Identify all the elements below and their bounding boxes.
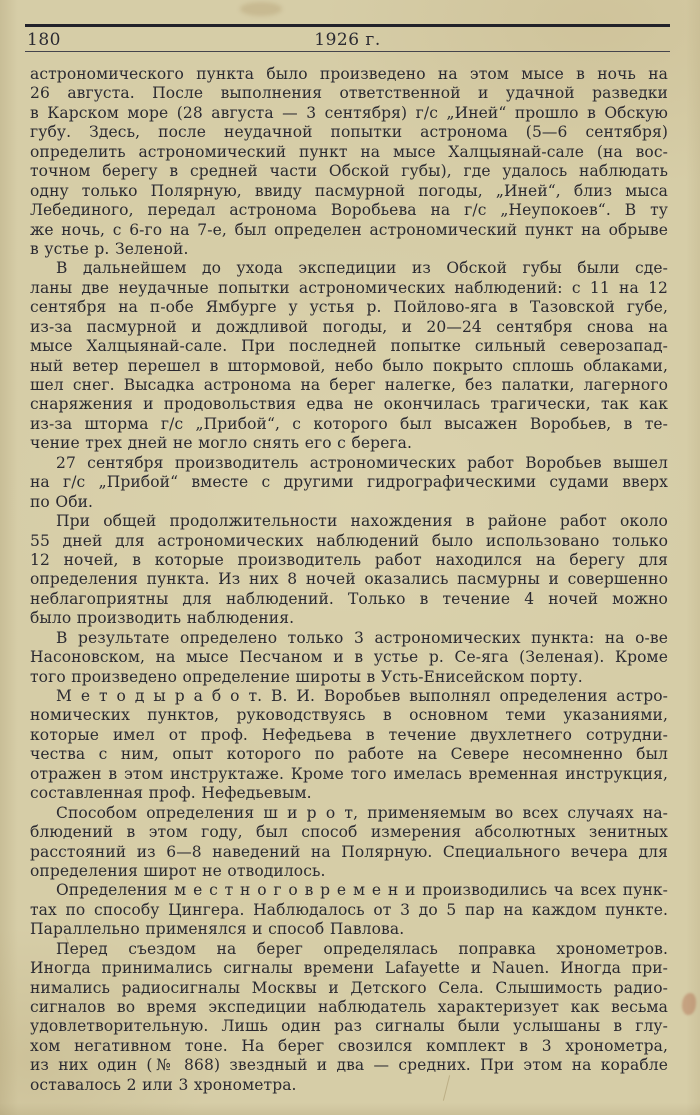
text-line: Определения м е с т н о г о в р е м е н и производились ча всех пунк- <box>56 881 668 900</box>
paragraph <box>30 65 668 259</box>
text-line: блюдений в этом году, был способ измерения абсолютных зенитных <box>30 823 668 842</box>
text-line: 27 сентября производитель астрономических работ Воробьев вышел <box>56 453 668 472</box>
running-head-year: 1926 г. <box>314 30 381 50</box>
text-line: 12 ночей, в которые производитель работ находился на берегу для <box>30 550 668 569</box>
text-line: удовлетворительную. Лишь один раз сигналы были услышаны в глу- <box>30 1017 668 1036</box>
text-line: оставалось 2 или 3 хронометра. <box>30 1075 297 1094</box>
text-line: номических пунктов, руководствуясь в основном теми указаниями, <box>30 706 668 725</box>
text-line: из-за пасмурной и дождливой погоды, и 20—24 сентября снова на <box>30 317 668 336</box>
text-line: составленная проф. Нефедьевым. <box>30 784 312 803</box>
text-line: Параллельно применялся и способ Павлова. <box>30 920 405 939</box>
text-line: тах по способу Цингера. Наблюдалось от 3 до 5 пар на каждом пункте. <box>30 900 668 919</box>
text-line: 26 августа. После выполнения ответственной и удачной разведки <box>30 84 668 103</box>
text-line: же ночь, с 6-го на 7-е, был определен астрономический пункт на обрыве <box>30 220 668 239</box>
text-line: 55 дней для астрономических наблюдений было использовано только <box>30 531 668 550</box>
text-line: астрономического пункта было произведено на этом мысе в ночь на <box>30 65 668 83</box>
paragraph <box>30 940 668 1096</box>
text-line: Иногда принимались сигналы времени Lafayette и Nauen. Иногда при- <box>30 959 668 978</box>
text-line: по Оби. <box>30 492 94 511</box>
running-head <box>25 24 670 52</box>
paragraph <box>30 259 668 453</box>
text-line: того произведено определение широты в Усть-Енисейском порту. <box>30 667 583 686</box>
text-line: нимались радиосигналы Москвы и Детского Села. Слышимость радио- <box>30 978 668 997</box>
text-line: Лебединого, передал астронома Воробьева на г/с „Неупокоев“. В ту <box>30 201 668 220</box>
text-line: Способом определения ш и р о т, применяемым во всех случаях на- <box>56 803 668 822</box>
page-number: 180 <box>27 30 61 50</box>
text-line: В дальнейшем до ухода экспедиции из Обской губы были сде- <box>56 259 668 278</box>
text-line: мысе Халцыянай-сале. При последней попытке сильный северозапад- <box>30 337 668 356</box>
text-line: ный ветер перешел в штормовой, небо было покрыто сплошь облаками, <box>30 356 668 375</box>
paragraph <box>30 512 668 629</box>
text-line: определить астрономический пункт на мысе Халцыянай-сале (на вос- <box>30 142 668 161</box>
text-line: шел снег. Высадка астронома на берег налегке, без палатки, лагерного <box>30 376 668 394</box>
text-line: одну только Полярную, ввиду пасмурной погоды, „Иней“, близ мыса <box>30 181 668 200</box>
text-line: губу. Здесь, после неудачной попытки астронома (5—6 сентября) <box>30 123 668 142</box>
text-line: снаряжения и продовольствия едва не окончилась трагически, так как <box>30 395 668 414</box>
text-line: Насоновском, на мысе Песчаном и в устье р. Се-яга (Зеленая). Кроме <box>30 648 668 667</box>
text-line: чение трех дней не могло снять его с берега. <box>30 434 413 453</box>
text-line: сигналов во время экспедиции наблюдатель характеризует как весьма <box>30 998 668 1016</box>
text-line: сентября на п-обе Ямбурге у устья р. Пойлово-яга в Тазовской губе, <box>30 298 668 317</box>
text-line: определения широт не отводилось. <box>30 861 326 880</box>
text-line: При общей продолжительности нахождения в районе работ около <box>56 512 668 531</box>
paragraph <box>30 629 668 687</box>
text-line: в устье р. Зеленой. <box>30 239 189 258</box>
page-body-text <box>30 65 668 1095</box>
paragraph <box>30 687 668 804</box>
text-line: было производить наблюдения. <box>30 609 295 628</box>
text-line: определения пункта. Из них 8 ночей оказались пасмурны и совершенно <box>30 570 668 589</box>
text-line: чества с ним, опыт которого по работе на Севере несомненно был <box>30 745 668 764</box>
text-line: Перед съездом на берег определялась поправка хронометров. <box>56 939 668 958</box>
paper-stain <box>240 2 282 16</box>
text-line: в Карском море (28 августа — 3 сентября) г/с „Иней“ прошло в Обскую <box>30 103 668 122</box>
paragraph <box>30 804 668 882</box>
text-line: хом негативном тоне. На берег свозился комплект в 3 хронометра, <box>30 1036 668 1055</box>
text-line: точном берегу в средней части Обской губы), где удалось наблюдать <box>30 162 668 181</box>
text-line: отражен в этом инструктаже. Кроме того имелась временная инструкция, <box>30 764 668 783</box>
text-line: ланы две неудачные попытки астрономических наблюдений: с 11 на 12 <box>30 278 668 297</box>
text-line: из-за шторма г/с „Прибой“, с которого был высажен Воробьев, в те- <box>30 414 668 433</box>
text-line: М е т о д ы р а б о т. В. И. Воробьев выполнял определения астро- <box>56 687 668 705</box>
text-line: неблагоприятны для наблюдений. Только в течение 4 ночей можно <box>30 589 668 608</box>
text-line: из них один (№ 868) звездный и два — средних. При этом на корабле <box>30 1056 668 1075</box>
text-line: расстояний из 6—8 наведений на Полярную. Специального вечера для <box>30 842 668 861</box>
text-line: на г/с „Прибой“ вместе с другими гидрографическими судами вверх <box>30 473 668 492</box>
text-line: которые имел от проф. Нефедьева в течение двухлетнего сотрудни- <box>30 725 668 744</box>
text-line: В результате определено только 3 астрономических пункта: на о-ве <box>56 628 668 647</box>
paragraph <box>30 881 668 939</box>
paragraph <box>30 454 668 512</box>
paper-stain <box>682 993 696 1015</box>
